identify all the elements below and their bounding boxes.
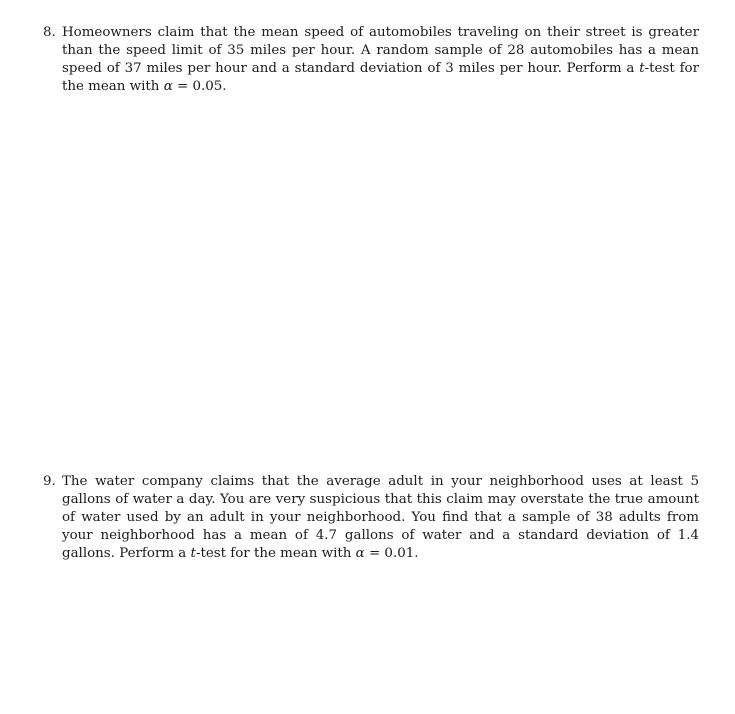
problem-text-test: -test for the mean with	[195, 546, 356, 561]
problem-text-main: The water company claims that the average adult in your neighborhood uses at least 5 gallons of water a day. You are very suspicious that this claim may overstate the true amount of water used by an adult in your neighborhood. You find that a sample of 38 adults from your neighborhood has a mean of 4.7 gallons of water and a standard deviation of 1.4 gallons. Perform a	[62, 474, 699, 561]
problem-9	[43, 473, 699, 563]
problem-8	[43, 24, 699, 96]
problem-text	[62, 24, 699, 96]
alpha-value: = 0.05.	[172, 79, 227, 94]
t-symbol: t	[639, 61, 645, 76]
alpha-value: = 0.01.	[364, 546, 419, 561]
problem-number: 8.	[43, 25, 56, 40]
alpha-symbol: α	[355, 546, 365, 561]
problem-text-main: Homeowners claim that the mean speed of automobiles traveling on their street is greater than the speed limit of 35 miles per hour. A random sample of 28 automobiles has a mean speed of 37 miles per hour and a standard deviation of 3 miles per hour. Perform a	[62, 25, 699, 76]
problem-text-test: -test for the mean with	[62, 61, 699, 94]
problem-number: 9.	[43, 474, 56, 489]
problem-text	[62, 473, 699, 563]
t-symbol: t	[190, 546, 196, 561]
alpha-symbol: α	[163, 79, 173, 94]
